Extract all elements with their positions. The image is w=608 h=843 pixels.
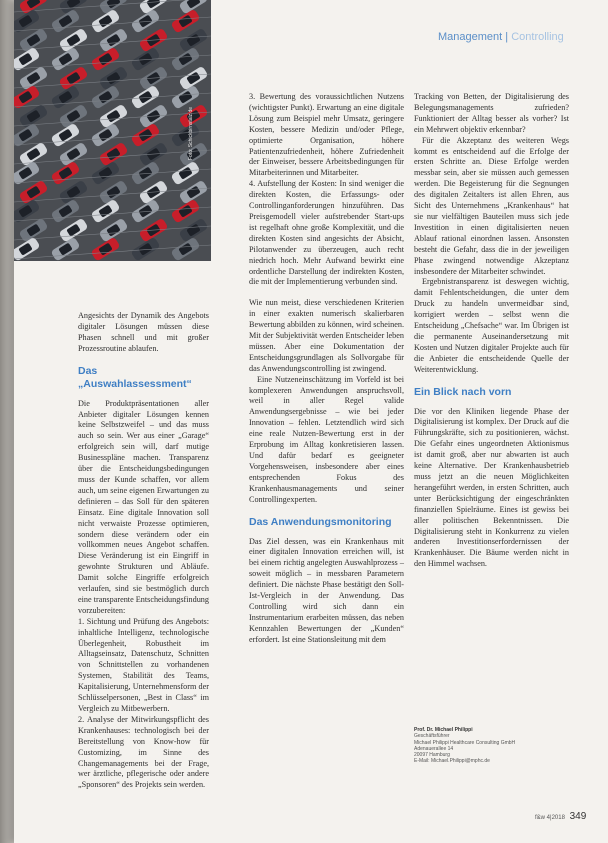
- paragraph: Tracking von Betten, der Digitalisierung des Belegungsmanagements zufrieden? Funktioniert der Alltag besser als vorher? Ist ein Mehrwert objektiv erkennbar?: [414, 92, 569, 134]
- section-header: [438, 31, 564, 43]
- author-email: E-Mail: Michael.Philippi@mphc.de: [414, 758, 490, 765]
- heading-ein-blick-nach-vorn: Ein Blick nach vorn: [414, 385, 512, 398]
- parking-lot-photo: [14, 0, 211, 261]
- cars-illustration: [14, 0, 211, 261]
- paragraph: Wie nun meist, diese verschiedenen Kriterien in einer exakten numerisch skalierbaren Bewertung abbilden zu können, wird scheinen. Mit der Subjektivität werden Entscheider leben müssen. Aber eine Dokumentation der Entscheidungsgrundlagen als Sollvorgabe für das Anwendungscontrolling ist zwingend.: [249, 298, 404, 373]
- author-company: Michael Philippi Healthcare Consulting GmbH: [414, 739, 516, 746]
- magazine-page: [14, 0, 608, 843]
- page-number: 349: [569, 811, 587, 822]
- section-separator: |: [505, 31, 509, 43]
- column-3: [414, 92, 569, 570]
- photo-credit: Foto: Schickbirnstalz.de: [188, 106, 194, 160]
- paragraph: Das Ziel dessen, was ein Krankenhaus mit einer digitalen Innovation erreichen will, ist bei einem richtig angelegten Auswahlprozess – soweit möglich – in messbaren Parametern definiert. Die nächste Phase bestätigt den Soll-Ist-Vergleich in der Anwendung. Das Controlling wird sich dann ein Instrumentarium erarbeiten müssen, das neben Kennzahlen Bewertungen der „Kunden“ erfordert. Ist eine Stationsleitung mit dem: [249, 536, 404, 644]
- paragraph: 2. Analyse der Mitwirkungspflicht des Krankenhauses: technologisch bei der Bereitstellung von Know-how für Customizing, im Sinne des Changemanagements bei der Frage, wer ärztliche, pflegerische oder andere „Sponsoren“ des Projekts sein werden.: [78, 714, 209, 790]
- author-street: Adenauerallee 14: [414, 745, 454, 752]
- column-2: [249, 92, 404, 646]
- heading-anwendungsmonitoring: Das Anwendungsmonitoring: [249, 515, 392, 528]
- section-label: Management: [438, 31, 503, 43]
- paragraph: Angesichts der Dynamik des Angebots digitaler Lösungen müssen diese Phasen schnell und mit großer Prozessroutine ablaufen.: [78, 311, 209, 353]
- paragraph: 1. Sichtung und Prüfung des Angebots: inhaltliche Intelligenz, technologische Überlegenheit, Robustheit im Alltagseinsatz, Datenschutz, Schnitten von Schnittstellen zu vorhandenen Systemen, Stabilität des Teams, Kapitalisierung, Unternehmensform der Schlüsselpersonen, „Best in Class“ im Vergleich zu Mitbewerbern.: [78, 616, 209, 713]
- magazine-issue: f&w 4|2018: [535, 815, 565, 821]
- heading-auswahlassessment: Das „Auswahlassessment“: [78, 364, 192, 390]
- author-box: [414, 727, 574, 765]
- book-spine: [0, 0, 14, 843]
- author-role: Geschäftsführer: [414, 733, 450, 740]
- author-name: Prof. Dr. Michael Philippi: [414, 727, 473, 733]
- page-footer: [535, 811, 586, 822]
- author-city: 20097 Hamburg: [414, 752, 450, 759]
- subsection-label: Controlling: [511, 31, 564, 43]
- paragraph: Ergebnistransparenz ist deswegen wichtig, damit Fehlentscheidungen, die unter dem Druck zu handeln unvermeidbar sind, korrigiert werden – selbst wenn die Entscheidung „Chefsache“ war. Im Übrigen ist die permanente Auseinandersetzung mit Kosten und Nutzen digitaler Projekte auch für die Anbieter die entscheidende Quelle der Weiterentwicklung.: [414, 277, 569, 374]
- paragraph: 4. Aufstellung der Kosten: In sind weniger die direkten Kosten, die Erfassungs- oder Controllinganforderungen hinzuführen. Das Preisgemodell vieler aufstrebender Start-ups ist regelhaft ohne große Komplexität, und die direkten Kosten sind angesichts der Absicht, Pilotanwender zu überzeugen, auch recht niedrich hoch. Mehr Aufwand bewirkt eine ordentliche Darstellung der indirekten Kosten, die mit der Implementierung verbunden sind.: [249, 179, 404, 287]
- paragraph: Für die Akzeptanz des weiteren Wegs kommt es entscheidend auf die Erfolge der ersten Schritte an. Diese Erfolge werden messbar sein, aber sie müssen auch gemessen werden. Die Begeisterung für die Segnungen des digitalen Zeitalters ist allen Ehren, aus Sicht des Unternehmens „Krankenhaus“ hat sie nur vielfältigen Bauteilen muss sich jede Investition in einen digitalisierten neuen Ablauf rational einordnen lassen. Ansonsten besteht die Gefahr, dass die in der jeweiligen Phase zwingend notwendige Akzeptanz insbesondere der Mitarbeiter schwindet.: [414, 135, 569, 276]
- paragraph: Die vor den Kliniken liegende Phase der Digitalisierung ist komplex. Der Druck auf die Führungskräfte, sich zu positionieren, wächst. Die Gefahr eines ungeordneten Aktionismus ist damit groß, aber nur abwarten ist auch keine Alternative. Der Krankenhausbetrieb muss jetzt an die neuen Möglichkeiten herangeführt werden, in ersten Schritten, auch unter Berücksichtigung der eingeschränkten finanziellen Spielräume. Eines ist gewiss bei aller politischen Bekenntnissen. Die Digitalisierung steht in Konkurrenz zu vielen anderen Investitionserfordernissen der Krankenhäuser. Die Bäume werden nicht in den Himmel wachsen.: [414, 406, 569, 569]
- paragraph: Die Produktpräsentationen aller Anbieter digitaler Lösungen kennen keine Selbstzweifel – und das muss auch so sein. Wer aus einer „Garage“ erfolgreich sein will, darf mutige Businesspläne machen. Transparenz über die Entscheidungsbedingungen muss der Kunde schaffen, vor allem auch, um seine eigenen Erwartungen zu definieren – das Soll für den späteren Einsatz. Eine digitale Innovation soll nicht verwaiste Prozesse optimieren, sondern diese verändern oder ein vollkommen neues Angebot schaffen. Diese Veränderung ist ein Eingriff in gewohnte Strukturen und Abläufe. Damit solche Eingriffe erfolgreich verlaufen, sind sie bestmöglich durch eine transparente Entscheidungsfindung vorzubereiten:: [78, 398, 209, 615]
- column-1: [78, 311, 209, 791]
- paragraph: 3. Bewertung des voraussichtlichen Nutzens (wichtigster Punkt). Erwartung an eine digitale Lösung zum Beispiel mehr Umsatz, geringere Kosten, bessere Medizin und/oder Pflege, optimierte Organisation, höhere Patientenzufriedenheit, höhere Zufriedenheit der Einweiser, bessere Arbeitsbedingungen für Mitarbeiterinnen und Mitarbeiter.: [249, 92, 404, 178]
- paragraph: Eine Nutzeneinschätzung im Vorfeld ist bei komplexeren Anwendungen anspruchsvoll, weil in aller Regel valide Anwendungsergebnisse – wie bei jeder Innovation – fehlen. Letztendlich wird sich eine reale Nutzen-Bewertung erst in der Erprobung im Alltag konkretisieren lassen. Und dafür bedarf es geeigneter Vorgehensweisen, insbesondere aber eines entsprechenden Fokus des Krankenhausmanagements und seiner Controllingexperten.: [249, 374, 404, 504]
